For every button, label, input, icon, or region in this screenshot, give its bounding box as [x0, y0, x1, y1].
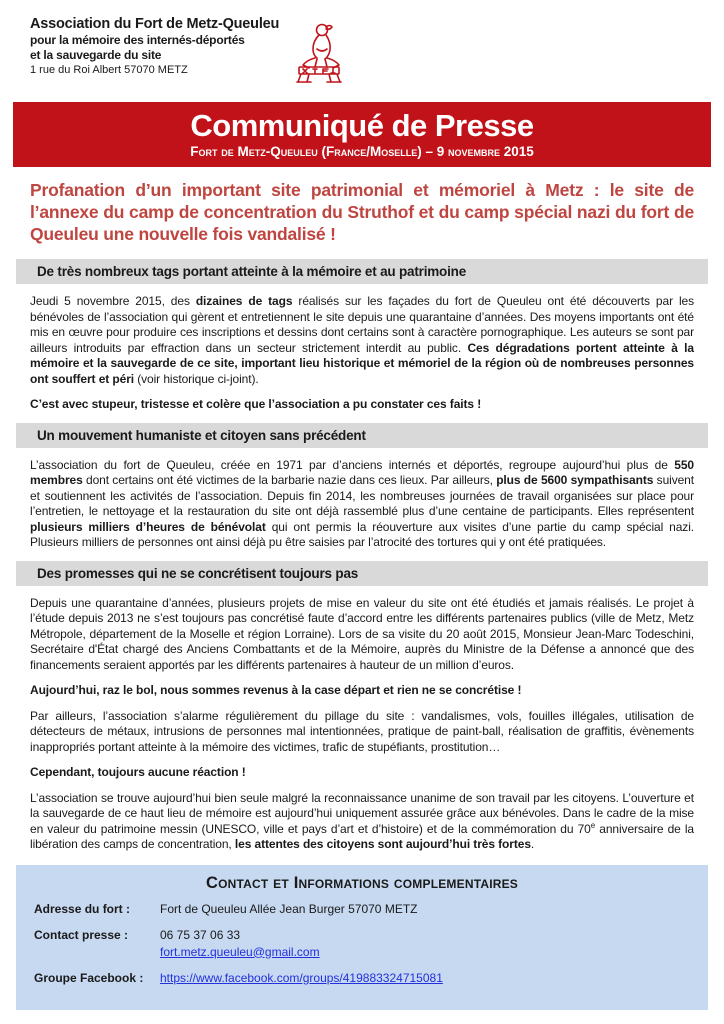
contact-value: [160, 928, 690, 962]
contact-title: Contact et Informations complementaires: [205, 873, 519, 892]
org-tagline-1: pour la mémoire des internés-déportés: [30, 33, 245, 47]
paragraph: Par ailleurs, l’association s’alarme régulièrement du pillage du site : vandalismes, vols, fouilles illégales, utilisation de détecteurs de métaux, intrusions de personnes mal intentionnées, pratique de paint-ball, réalisation de graffitis, évènements inappropriés portant atteinte à la mémoire des victimes, trafic de stupéfiants, prostitution…: [30, 708, 694, 754]
association-logo-icon: [293, 22, 345, 89]
paragraph: Cependant, toujours aucune réaction !: [30, 765, 246, 779]
paragraph: Aujourd’hui, raz le bol, nous sommes revenus à la case départ et rien ne se concrétise !: [30, 683, 522, 697]
contact-value: [160, 971, 690, 988]
paragraph: Depuis une quarantaine d’années, plusieurs projets de mise en valeur du site ont été étudiés et jamais réalisés. Le projet à l’étude depuis 2013 ne s’est toujours pas concrétisé faute d’accord entre les différents partenaires publics (ville de Metz, Metz Métropole, département de la Moselle et région Lorraine). Lors de sa visite du 20 août 2015, Monsieur Jean-Marc Todeschini, Secrétaire d'État chargé des Anciens Combattants et de la Mémoire, auprès du Ministre de la Défense a annoncé que des financements seraient apportés par les différents partenaires à hauteur de un million d’euros.: [30, 595, 694, 672]
paragraph: L’association se trouve aujourd’hui bien seule malgré la reconnaissance unanime de son travail par les citoyens. L’ouverture et la sauvegarde de ce haut lieu de mémoire est aujourd’hui uniquement assurée grâce aux bénévoles. Dans le cadre de la mise en valeur du patrimoine messin (UNESCO, ville et pays d’art et d’histoire) et de la commémoration du 70e anniversaire de la libération des camps de concentration, les attentes des citoyens sont aujourd’hui très fortes.: [30, 790, 694, 851]
letterhead-text: [30, 16, 279, 77]
sections-container: [0, 249, 724, 853]
contact-row: [34, 902, 690, 919]
banner-title: Communiqué de Presse: [190, 108, 534, 143]
section-heading: De très nombreux tags portant atteinte à la mémoire et au patrimoine: [16, 259, 708, 284]
banner-subtitle: Fort de Metz-Queuleu (France/Moselle) – 9 novembre 2015: [190, 144, 534, 159]
paragraph: L’association du fort de Queuleu, créée en 1971 par d’anciens internés et déportés, regroupe aujourd’hui plus de 550 membres dont certains ont été victimes de la barbarie nazie dans ces lieux. Par ailleurs, plus de 5600 sympathisants suivent et soutiennent les activités de l’association. Depuis fin 2014, les nombreuses journées de travail organisées sur place pour l’entretien, le nettoyage et la restauration du site ont déjà rassemblé plus d’une centaine de participants. Elles représentent plusieurs milliers d’heures de bénévolat qui ont permis la réouverture aux visites d’une partie du camp spécial nazi. Plusieurs milliers de personnes ont ainsi déjà pu être saisies par l’atrocité des tortures qui y ont été pratiquées.: [30, 457, 694, 549]
headline: Profanation d’un important site patrimonial et mémoriel à Metz : le site de l’annexe du camp de concentration du Struthof et du camp spécial nazi du fort de Queuleu une nouvelle fois vandalisé !: [30, 180, 694, 244]
contact-row: [34, 928, 690, 962]
org-tagline-2: et la sauvegarde du site: [30, 48, 162, 62]
letterhead: [0, 0, 724, 89]
contact-label: Groupe Facebook :: [34, 970, 144, 985]
contact-text-line: 06 75 37 06 33: [160, 927, 241, 942]
section-2: [0, 423, 724, 551]
org-address: 1 rue du Roi Albert 57070 METZ: [30, 64, 188, 76]
org-name: Association du Fort de Metz-Queuleu: [30, 16, 280, 32]
section-3: [0, 561, 724, 853]
section-heading: Des promesses qui ne se concrétisent toujours pas: [16, 561, 708, 586]
contact-rows: [34, 902, 690, 988]
contact-link-line: [160, 971, 690, 986]
press-release-banner: [13, 102, 711, 167]
contact-label: Contact presse :: [34, 927, 129, 942]
paragraph: C’est avec stupeur, tristesse et colère que l’association a pu constater ces faits !: [30, 397, 482, 411]
paragraph: Jeudi 5 novembre 2015, des dizaines de tags réalisés sur les façades du fort de Queuleu ont été découverts par les bénévoles de l’association qui gèrent et entretiennent le site depuis une quarantaine d’années. Des moyens importants ont été mis en œuvre pour produire ces inscriptions et dessins dont certains sont à caractère pornographique. Les auteurs se sont par ailleurs introduits par effraction dans un secteur strictement interdit au public. Ces dégradations portent atteinte à la mémoire et la sauvegarde de ce site, important lieu historique et mémoriel de la région où de nombreuses personnes ont souffert et péri (voir historique ci-joint).: [30, 294, 694, 386]
contact-row: [34, 971, 690, 988]
section-1: [0, 259, 724, 413]
contact-link-line: [160, 945, 690, 960]
contact-text-line: Fort de Queuleu Allée Jean Burger 57070 METZ: [160, 901, 418, 916]
contact-box: [16, 865, 708, 1010]
contact-label: Adresse du fort :: [34, 901, 131, 916]
section-heading: Un mouvement humaniste et citoyen sans précédent: [16, 423, 708, 448]
contact-link[interactable]: https://www.facebook.com/groups/419883324715081: [160, 970, 443, 985]
contact-link[interactable]: fort.metz.queuleu@gmail.com: [160, 944, 320, 959]
contact-value: [160, 902, 690, 919]
